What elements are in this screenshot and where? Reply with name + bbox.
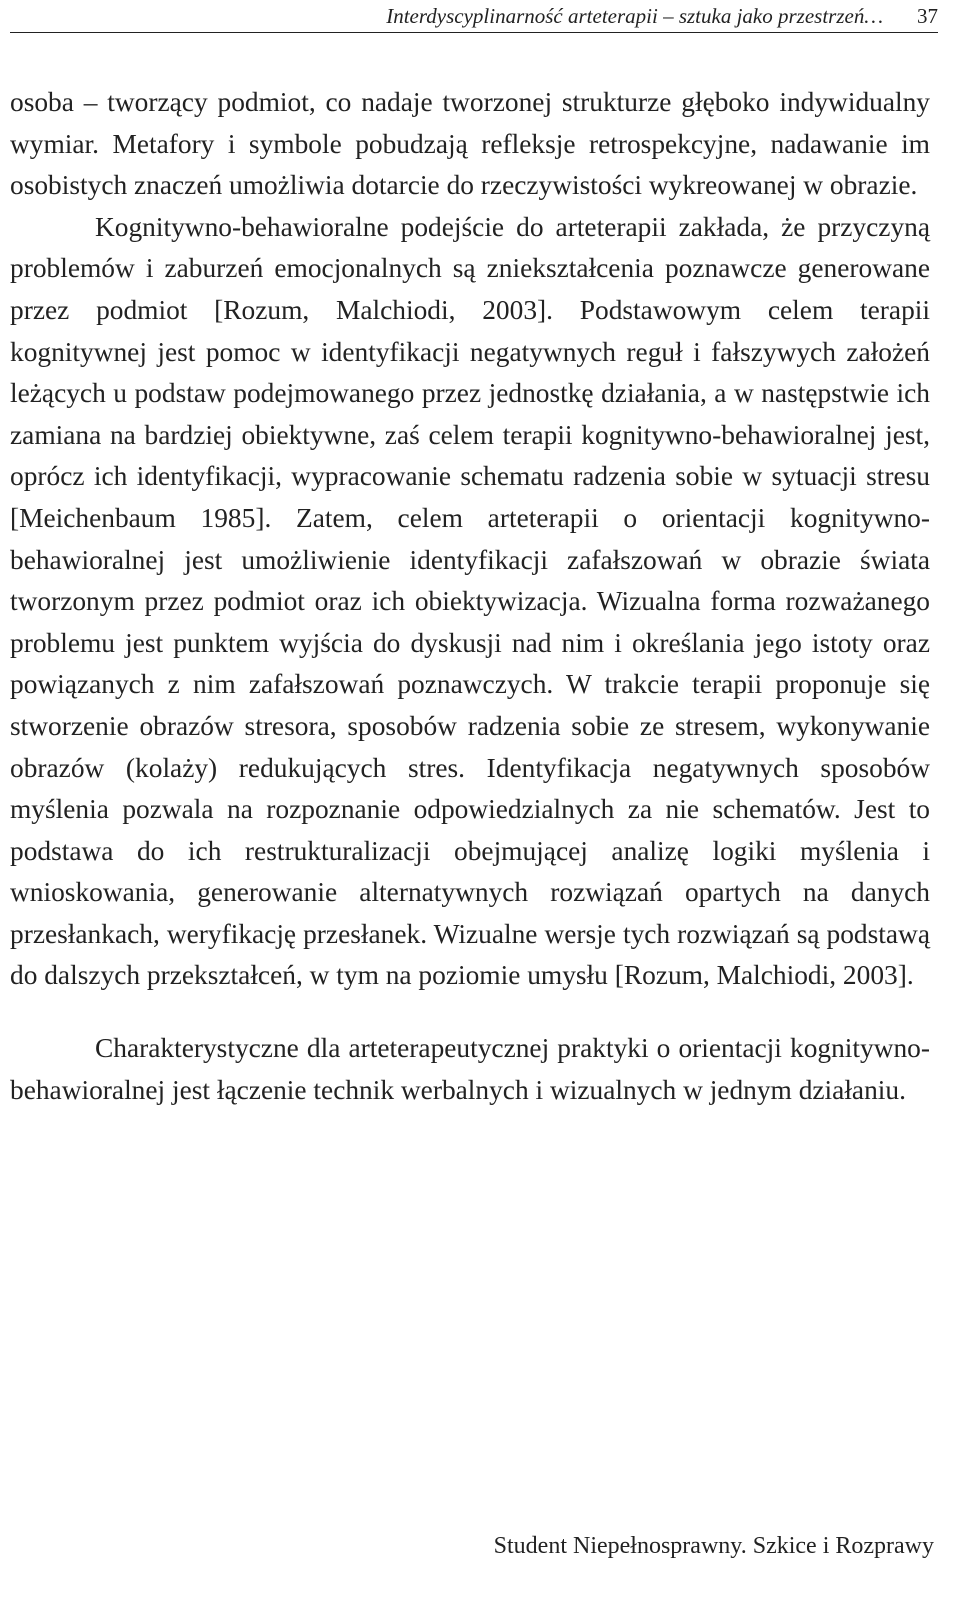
paragraph-characteristic: Charakterystyczne dla arteterapeutycznej praktyki o orientacji kognitywno-behawioralnej jest łączenie technik werbalnych i wizualnych w jednym działaniu. [10, 1033, 930, 1105]
running-footer: Student Niepełnosprawny. Szkice i Rozprawy [493, 1533, 934, 1559]
paragraph-cognitive-behavioral: Kognitywno-behawioralne podejście do arteterapii zakłada, że przyczyną problemów i zaburzeń emocjonalnych są zniekształcenia poznawcze generowane przez podmiot [Rozum, Malchiodi, 2003]. Podstawowym celem terapii kognitywnej jest pomoc w identyfikacji negatywnych reguł i fałszywych założeń leżących u podstaw podejmowanego przez jednostkę działania, a w następstwie ich zamiana na bardziej obiektywne, zaś celem terapii kognitywno-behawioralnej jest, oprócz ich identyfikacji, wypracowanie schematu radzenia sobie w sytuacji stresu [Meichenbaum 1985]. Zatem, celem arteterapii o orientacji kognitywno-behawioralnej jest umożliwienie identyfikacji zafałszowań w obrazie świata tworzonym przez podmiot oraz ich obiektywizacja. Wizualna forma rozważanego problemu jest punktem wyjścia do dyskusji nad nim i określania jego istoty oraz powiązanych z nim zafałszowań poznawczych. W trakcie terapii proponuje się stworzenie obrazów stresora, sposobów radzenia sobie ze stresem, wykonywanie obrazów (kolaży) redukujących stres. Identyfikacja negatywnych sposobów myślenia pozwala na rozpoznanie odpowiedzialnych za nie schematów. Jest to podstawa do ich restrukturalizacji obejmującej analizę logiki myślenia i wnioskowania, generowanie alternatywnych rozwiązań opartych na danych przesłankach, weryfikację przesłanek. Wizualne wersje tych rozwiązań są podstawą do dalszych przekształceń, w tym na poziomie umysłu [Rozum, Malchiodi, 2003]. [10, 211, 930, 991]
body-text [10, 82, 930, 1111]
running-title: Interdyscyplinarność arteterapii – sztuka jako przestrzeń… [386, 3, 883, 28]
paragraph-continuation: osoba – tworzący podmiot, co nadaje tworzonej strukturze głęboko indywidualny wymiar. Metafory i symbole pobudzają refleksje retrospekcyjne, nadawanie im osobistych znaczeń umożliwia dotarcie do rzeczywistości wykreowanej w obrazie. [10, 87, 930, 201]
running-header [10, 0, 938, 33]
page-number: 37 [917, 3, 938, 28]
